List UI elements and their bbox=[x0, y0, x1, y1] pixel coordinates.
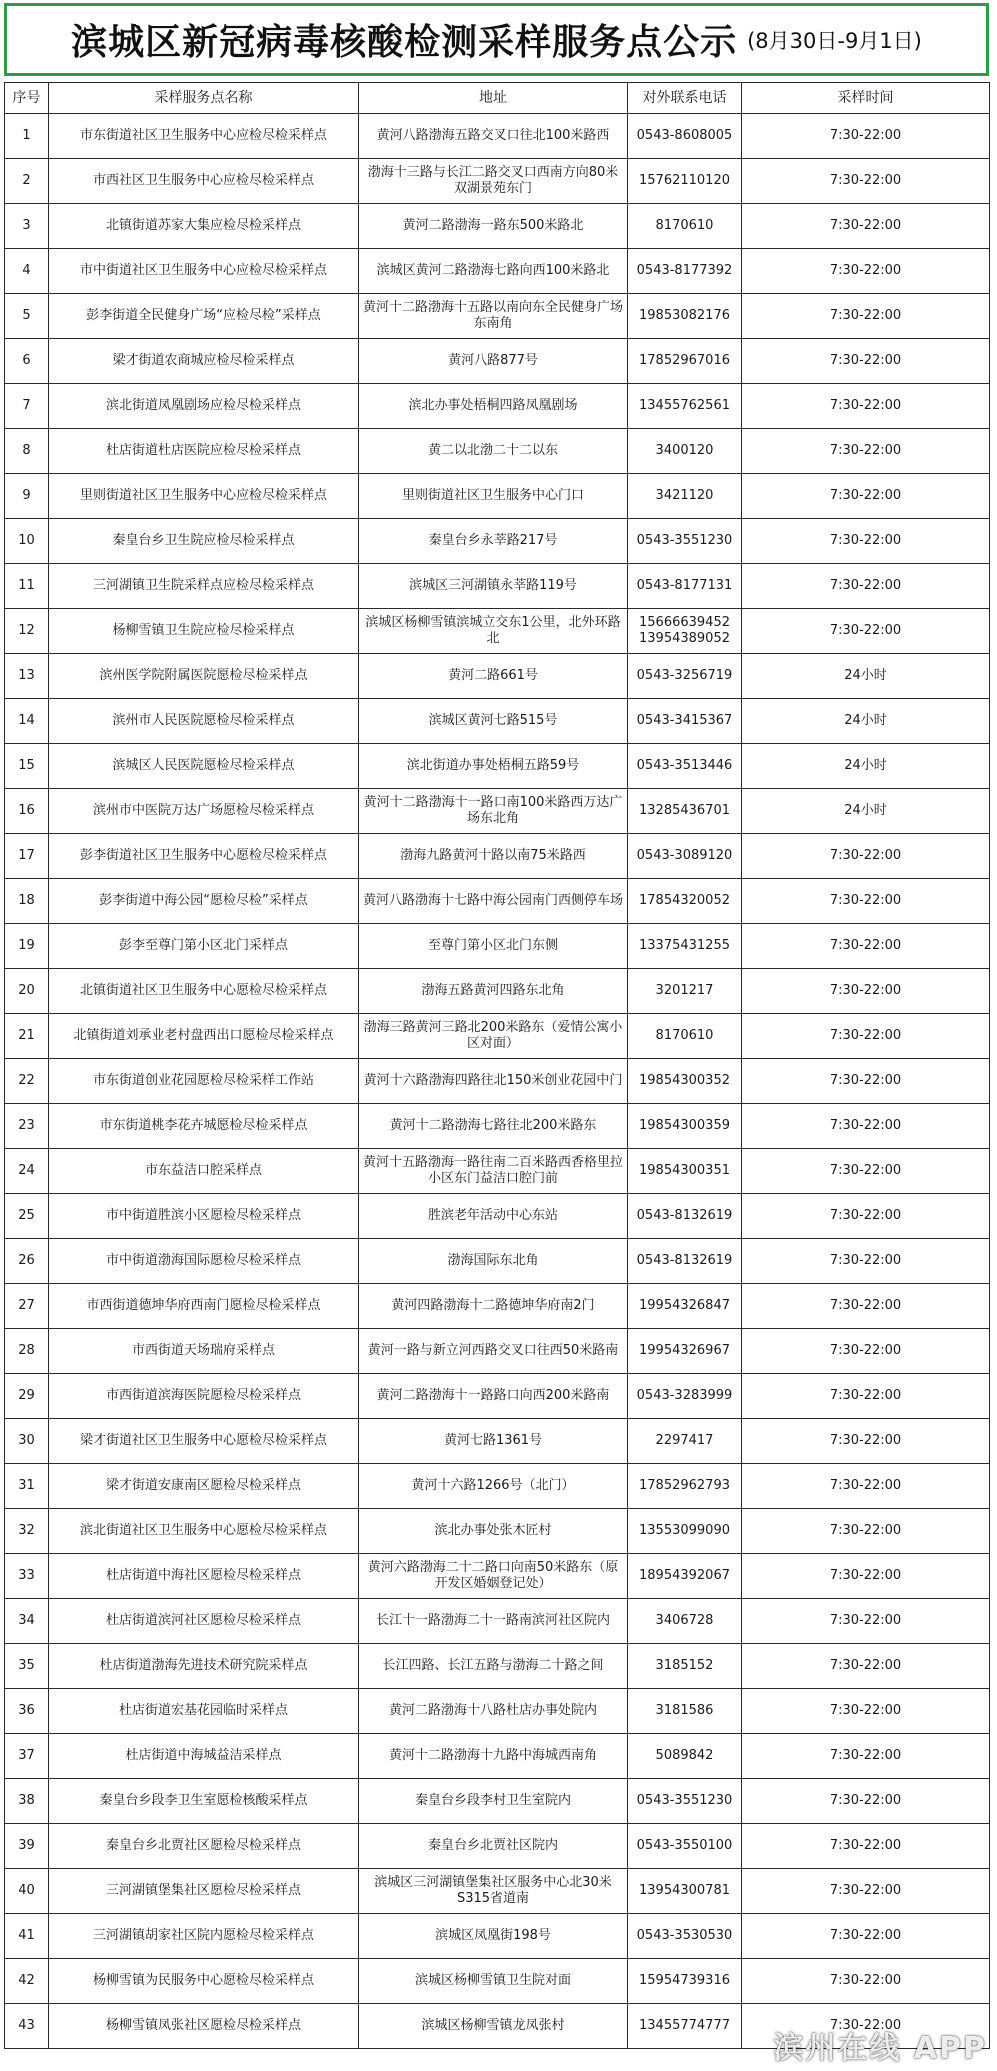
cell-time: 7:30-22:00 bbox=[742, 1554, 990, 1599]
cell-index: 10 bbox=[5, 519, 49, 564]
table-row bbox=[5, 519, 990, 564]
cell-time: 7:30-22:00 bbox=[742, 519, 990, 564]
table-row bbox=[5, 1239, 990, 1284]
table-row bbox=[5, 1194, 990, 1239]
cell-phone: 0543-3283999 bbox=[628, 1374, 742, 1419]
cell-site-name: 秦皇台乡卫生院应检尽检采样点 bbox=[49, 519, 359, 564]
cell-time: 7:30-22:00 bbox=[742, 834, 990, 879]
cell-index: 27 bbox=[5, 1284, 49, 1329]
cell-time: 7:30-22:00 bbox=[742, 429, 990, 474]
cell-index: 18 bbox=[5, 879, 49, 924]
table-row bbox=[5, 1014, 990, 1059]
cell-address: 滨城区杨柳雪镇龙凤张村 bbox=[359, 2004, 628, 2049]
cell-phone: 13285436701 bbox=[628, 789, 742, 834]
header-index: 序号 bbox=[5, 83, 49, 114]
cell-time: 7:30-22:00 bbox=[742, 1959, 990, 2004]
cell-index: 11 bbox=[5, 564, 49, 609]
cell-phone: 19954326847 bbox=[628, 1284, 742, 1329]
cell-phone: 0543-3551230 bbox=[628, 519, 742, 564]
cell-phone: 15666639452 13954389052 bbox=[628, 609, 742, 654]
cell-time: 7:30-22:00 bbox=[742, 1104, 990, 1149]
cell-index: 17 bbox=[5, 834, 49, 879]
cell-site-name: 彭李街道中海公园“愿检尽检”采样点 bbox=[49, 879, 359, 924]
cell-phone: 0543-8177131 bbox=[628, 564, 742, 609]
cell-site-name: 彭李街道全民健身广场“应检尽检”采样点 bbox=[49, 294, 359, 339]
cell-index: 14 bbox=[5, 699, 49, 744]
cell-time: 7:30-22:00 bbox=[742, 1149, 990, 1194]
cell-index: 34 bbox=[5, 1599, 49, 1644]
table-row bbox=[5, 474, 990, 519]
table-row bbox=[5, 294, 990, 339]
cell-time: 7:30-22:00 bbox=[742, 1284, 990, 1329]
table-row bbox=[5, 1869, 990, 1914]
cell-phone: 5089842 bbox=[628, 1734, 742, 1779]
cell-index: 5 bbox=[5, 294, 49, 339]
table-row bbox=[5, 204, 990, 249]
cell-site-name: 市西街道滨海医院愿检尽检采样点 bbox=[49, 1374, 359, 1419]
cell-phone: 0543-8132619 bbox=[628, 1239, 742, 1284]
cell-index: 25 bbox=[5, 1194, 49, 1239]
table-row bbox=[5, 969, 990, 1014]
table-row bbox=[5, 384, 990, 429]
cell-time: 7:30-22:00 bbox=[742, 1014, 990, 1059]
cell-index: 30 bbox=[5, 1419, 49, 1464]
cell-index: 15 bbox=[5, 744, 49, 789]
cell-site-name: 秦皇台乡段李卫生室愿检核酸采样点 bbox=[49, 1779, 359, 1824]
cell-index: 1 bbox=[5, 114, 49, 159]
sampling-sites-table bbox=[4, 82, 990, 2049]
cell-phone: 3421120 bbox=[628, 474, 742, 519]
cell-address: 黄河二路渤海十八路杜店办事处院内 bbox=[359, 1689, 628, 1734]
cell-time: 7:30-22:00 bbox=[742, 1464, 990, 1509]
cell-phone: 0543-3530530 bbox=[628, 1914, 742, 1959]
table-row bbox=[5, 339, 990, 384]
cell-site-name: 里则街道社区卫生服务中心应检尽检采样点 bbox=[49, 474, 359, 519]
cell-time: 7:30-22:00 bbox=[742, 1779, 990, 1824]
cell-index: 24 bbox=[5, 1149, 49, 1194]
cell-address: 秦皇台乡永莘路217号 bbox=[359, 519, 628, 564]
cell-phone: 17852967016 bbox=[628, 339, 742, 384]
cell-index: 31 bbox=[5, 1464, 49, 1509]
cell-time: 7:30-22:00 bbox=[742, 1239, 990, 1284]
cell-site-name: 滨城区人民医院愿检尽检采样点 bbox=[49, 744, 359, 789]
cell-address: 黄河十五路渤海一路往南二百米路西香格里拉小区东门益洁口腔门前 bbox=[359, 1149, 628, 1194]
cell-address: 长江四路、长江五路与渤海二十路之间 bbox=[359, 1644, 628, 1689]
cell-time: 7:30-22:00 bbox=[742, 1419, 990, 1464]
cell-phone: 3201217 bbox=[628, 969, 742, 1014]
table-row bbox=[5, 789, 990, 834]
cell-index: 35 bbox=[5, 1644, 49, 1689]
cell-phone: 19854300352 bbox=[628, 1059, 742, 1104]
cell-site-name: 梁才街道社区卫生服务中心愿检尽检采样点 bbox=[49, 1419, 359, 1464]
cell-site-name: 杜店街道中海社区愿检尽检采样点 bbox=[49, 1554, 359, 1599]
table-row bbox=[5, 1374, 990, 1419]
cell-index: 8 bbox=[5, 429, 49, 474]
cell-site-name: 滨北街道社区卫生服务中心愿检尽检采样点 bbox=[49, 1509, 359, 1554]
cell-address: 黄河八路渤海十七路中海公园南门西侧停车场 bbox=[359, 879, 628, 924]
cell-time: 7:30-22:00 bbox=[742, 1374, 990, 1419]
cell-site-name: 市东益洁口腔采样点 bbox=[49, 1149, 359, 1194]
cell-index: 3 bbox=[5, 204, 49, 249]
table-header-row bbox=[5, 83, 990, 114]
cell-address: 黄河八路渤海五路交叉口往北100米路西 bbox=[359, 114, 628, 159]
cell-time: 7:30-22:00 bbox=[742, 1644, 990, 1689]
cell-time: 7:30-22:00 bbox=[742, 879, 990, 924]
cell-site-name: 北镇街道苏家大集应检尽检采样点 bbox=[49, 204, 359, 249]
cell-address: 长江十一路渤海二十一路南滨河社区院内 bbox=[359, 1599, 628, 1644]
cell-phone: 0543-3256719 bbox=[628, 654, 742, 699]
cell-address: 黄河四路渤海十二路德坤华府南2门 bbox=[359, 1284, 628, 1329]
cell-time: 7:30-22:00 bbox=[742, 1329, 990, 1374]
table-row bbox=[5, 1149, 990, 1194]
header-time: 采样时间 bbox=[742, 83, 990, 114]
cell-index: 2 bbox=[5, 159, 49, 204]
cell-address: 黄河十二路渤海十九路中海城西南角 bbox=[359, 1734, 628, 1779]
table-row bbox=[5, 1959, 990, 2004]
cell-address: 滨城区杨柳雪镇卫生院对面 bbox=[359, 1959, 628, 2004]
cell-site-name: 市中街道渤海国际愿检尽检采样点 bbox=[49, 1239, 359, 1284]
cell-address: 滨城区黄河七路515号 bbox=[359, 699, 628, 744]
cell-phone: 17854320052 bbox=[628, 879, 742, 924]
cell-time: 7:30-22:00 bbox=[742, 474, 990, 519]
cell-phone: 13455762561 bbox=[628, 384, 742, 429]
table-row bbox=[5, 249, 990, 294]
cell-time: 24小时 bbox=[742, 699, 990, 744]
table-row bbox=[5, 1059, 990, 1104]
cell-time: 24小时 bbox=[742, 654, 990, 699]
cell-site-name: 市西街道天场瑞府采样点 bbox=[49, 1329, 359, 1374]
cell-time: 7:30-22:00 bbox=[742, 2004, 990, 2049]
cell-address: 渤海十三路与长江二路交叉口西南方向80米双湖景苑东门 bbox=[359, 159, 628, 204]
cell-phone: 13553099090 bbox=[628, 1509, 742, 1554]
cell-phone: 0543-3415367 bbox=[628, 699, 742, 744]
cell-address: 黄河二路661号 bbox=[359, 654, 628, 699]
cell-time: 7:30-22:00 bbox=[742, 564, 990, 609]
cell-time: 7:30-22:00 bbox=[742, 294, 990, 339]
table-row bbox=[5, 1599, 990, 1644]
cell-site-name: 北镇街道社区卫生服务中心愿检尽检采样点 bbox=[49, 969, 359, 1014]
cell-phone: 17852962793 bbox=[628, 1464, 742, 1509]
cell-index: 33 bbox=[5, 1554, 49, 1599]
table-row bbox=[5, 114, 990, 159]
cell-address: 黄河十二路渤海七路往北200米路东 bbox=[359, 1104, 628, 1149]
cell-site-name: 滨州医学院附属医院愿检尽检采样点 bbox=[49, 654, 359, 699]
cell-address: 滨北办事处梧桐四路凤凰剧场 bbox=[359, 384, 628, 429]
cell-address: 渤海五路黄河四路东北角 bbox=[359, 969, 628, 1014]
cell-phone: 0543-3513446 bbox=[628, 744, 742, 789]
table-row bbox=[5, 564, 990, 609]
cell-address: 黄河十六路渤海四路往北150米创业花园中门 bbox=[359, 1059, 628, 1104]
table-row bbox=[5, 1419, 990, 1464]
cell-index: 32 bbox=[5, 1509, 49, 1554]
cell-time: 7:30-22:00 bbox=[742, 204, 990, 249]
table-row bbox=[5, 1824, 990, 1869]
header-address: 地址 bbox=[359, 83, 628, 114]
cell-address: 胜滨老年活动中心东站 bbox=[359, 1194, 628, 1239]
table-row bbox=[5, 1689, 990, 1734]
cell-address: 黄二以北渤二十二以东 bbox=[359, 429, 628, 474]
table-row bbox=[5, 654, 990, 699]
cell-address: 滨北街道办事处梧桐五路59号 bbox=[359, 744, 628, 789]
cell-index: 13 bbox=[5, 654, 49, 699]
cell-site-name: 市中街道胜滨小区愿检尽检采样点 bbox=[49, 1194, 359, 1239]
cell-index: 38 bbox=[5, 1779, 49, 1824]
cell-time: 7:30-22:00 bbox=[742, 1824, 990, 1869]
cell-address: 黄河十六路1266号（北门） bbox=[359, 1464, 628, 1509]
cell-index: 40 bbox=[5, 1869, 49, 1914]
cell-site-name: 梁才街道农商城应检尽检采样点 bbox=[49, 339, 359, 384]
cell-time: 24小时 bbox=[742, 744, 990, 789]
cell-site-name: 市西街道德坤华府西南门愿检尽检采样点 bbox=[49, 1284, 359, 1329]
cell-site-name: 市东街道创业花园愿检尽检采样工作站 bbox=[49, 1059, 359, 1104]
cell-address: 黄河二路渤海一路东500米路北 bbox=[359, 204, 628, 249]
cell-index: 4 bbox=[5, 249, 49, 294]
cell-phone: 18954392067 bbox=[628, 1554, 742, 1599]
cell-time: 7:30-22:00 bbox=[742, 1689, 990, 1734]
cell-address: 滨城区凤凰街198号 bbox=[359, 1914, 628, 1959]
cell-address: 至尊门第小区北门东侧 bbox=[359, 924, 628, 969]
table-row bbox=[5, 924, 990, 969]
cell-address: 秦皇台乡段李村卫生室院内 bbox=[359, 1779, 628, 1824]
cell-address: 黄河十二路渤海十一路口南100米路西万达广场东北角 bbox=[359, 789, 628, 834]
cell-site-name: 市东街道桃李花卉城愿检尽检采样点 bbox=[49, 1104, 359, 1149]
cell-time: 7:30-22:00 bbox=[742, 249, 990, 294]
cell-phone: 0543-3551230 bbox=[628, 1779, 742, 1824]
cell-index: 16 bbox=[5, 789, 49, 834]
title-banner bbox=[4, 3, 989, 76]
cell-time: 7:30-22:00 bbox=[742, 1914, 990, 1959]
cell-time: 7:30-22:00 bbox=[742, 1509, 990, 1554]
cell-index: 37 bbox=[5, 1734, 49, 1779]
cell-phone: 0543-8177392 bbox=[628, 249, 742, 294]
table-row bbox=[5, 1779, 990, 1824]
cell-index: 6 bbox=[5, 339, 49, 384]
table-row bbox=[5, 834, 990, 879]
cell-address: 渤海三路黄河三路北200米路东（爱情公寓小区对面） bbox=[359, 1014, 628, 1059]
cell-phone: 19854300351 bbox=[628, 1149, 742, 1194]
table-row bbox=[5, 609, 990, 654]
header-phone: 对外联系电话 bbox=[628, 83, 742, 114]
cell-site-name: 市东街道社区卫生服务中心应检尽检采样点 bbox=[49, 114, 359, 159]
table-row bbox=[5, 879, 990, 924]
cell-site-name: 北镇街道刘承业老村盘西出口愿检尽检采样点 bbox=[49, 1014, 359, 1059]
table-row bbox=[5, 1644, 990, 1689]
cell-site-name: 秦皇台乡北贾社区愿检尽检采样点 bbox=[49, 1824, 359, 1869]
cell-index: 26 bbox=[5, 1239, 49, 1284]
cell-phone: 13375431255 bbox=[628, 924, 742, 969]
cell-index: 36 bbox=[5, 1689, 49, 1734]
cell-phone: 8170610 bbox=[628, 204, 742, 249]
table-row bbox=[5, 1329, 990, 1374]
cell-index: 29 bbox=[5, 1374, 49, 1419]
cell-phone: 19854300359 bbox=[628, 1104, 742, 1149]
app-watermark: 滨州在线 APP bbox=[773, 2031, 987, 2066]
cell-time: 24小时 bbox=[742, 789, 990, 834]
cell-index: 23 bbox=[5, 1104, 49, 1149]
cell-site-name: 滨北街道凤凰剧场应检尽检采样点 bbox=[49, 384, 359, 429]
cell-site-name: 杜店街道杜店医院应检尽检采样点 bbox=[49, 429, 359, 474]
cell-time: 7:30-22:00 bbox=[742, 114, 990, 159]
table-row bbox=[5, 159, 990, 204]
cell-site-name: 三河湖镇堡集社区愿检尽检采样点 bbox=[49, 1869, 359, 1914]
cell-phone: 3181586 bbox=[628, 1689, 742, 1734]
cell-phone: 19853082176 bbox=[628, 294, 742, 339]
cell-index: 22 bbox=[5, 1059, 49, 1104]
cell-address: 黄河六路渤海二十二路口向南50米路东（原开发区婚姻登记处） bbox=[359, 1554, 628, 1599]
cell-address: 黄河一路与新立河西路交叉口往西50米路南 bbox=[359, 1329, 628, 1374]
cell-address: 滨北办事处张木匠村 bbox=[359, 1509, 628, 1554]
cell-address: 滨城区三河湖镇永莘路119号 bbox=[359, 564, 628, 609]
cell-site-name: 滨州市中医院万达广场愿检尽检采样点 bbox=[49, 789, 359, 834]
cell-phone: 0543-3089120 bbox=[628, 834, 742, 879]
cell-address: 渤海九路黄河十路以南75米路西 bbox=[359, 834, 628, 879]
cell-site-name: 杜店街道宏基花园临时采样点 bbox=[49, 1689, 359, 1734]
cell-time: 7:30-22:00 bbox=[742, 1599, 990, 1644]
cell-phone: 2297417 bbox=[628, 1419, 742, 1464]
cell-time: 7:30-22:00 bbox=[742, 924, 990, 969]
cell-site-name: 三河湖镇卫生院采样点应检尽检采样点 bbox=[49, 564, 359, 609]
table-row bbox=[5, 744, 990, 789]
cell-address: 滨城区黄河二路渤海七路向西100米路北 bbox=[359, 249, 628, 294]
table-row bbox=[5, 1554, 990, 1599]
cell-time: 7:30-22:00 bbox=[742, 159, 990, 204]
cell-site-name: 市中街道社区卫生服务中心应检尽检采样点 bbox=[49, 249, 359, 294]
cell-time: 7:30-22:00 bbox=[742, 969, 990, 1014]
cell-index: 42 bbox=[5, 1959, 49, 2004]
cell-time: 7:30-22:00 bbox=[742, 1194, 990, 1239]
cell-site-name: 彭李至尊门第小区北门采样点 bbox=[49, 924, 359, 969]
cell-site-name: 彭李街道社区卫生服务中心愿检尽检采样点 bbox=[49, 834, 359, 879]
cell-index: 19 bbox=[5, 924, 49, 969]
cell-index: 12 bbox=[5, 609, 49, 654]
cell-time: 7:30-22:00 bbox=[742, 1734, 990, 1779]
cell-address: 黄河二路渤海十一路路口向西200米路南 bbox=[359, 1374, 628, 1419]
table-row bbox=[5, 1104, 990, 1149]
cell-address: 秦皇台乡北贾社区院内 bbox=[359, 1824, 628, 1869]
cell-phone: 0543-3550100 bbox=[628, 1824, 742, 1869]
cell-time: 7:30-22:00 bbox=[742, 609, 990, 654]
cell-site-name: 杨柳雪镇为民服务中心愿检尽检采样点 bbox=[49, 1959, 359, 2004]
cell-phone: 15762110120 bbox=[628, 159, 742, 204]
table-row bbox=[5, 1284, 990, 1329]
cell-site-name: 杨柳雪镇凤张社区愿检尽检采样点 bbox=[49, 2004, 359, 2049]
cell-phone: 3400120 bbox=[628, 429, 742, 474]
cell-address: 黄河八路877号 bbox=[359, 339, 628, 384]
table-row bbox=[5, 1734, 990, 1779]
cell-address: 滨城区杨柳雪镇滨城立交东1公里，北外环路北 bbox=[359, 609, 628, 654]
cell-phone: 0543-8132619 bbox=[628, 1194, 742, 1239]
cell-site-name: 杨柳雪镇卫生院应检尽检采样点 bbox=[49, 609, 359, 654]
cell-time: 7:30-22:00 bbox=[742, 339, 990, 384]
table-row bbox=[5, 699, 990, 744]
cell-phone: 13455774777 bbox=[628, 2004, 742, 2049]
cell-site-name: 杜店街道中海城益洁采样点 bbox=[49, 1734, 359, 1779]
cell-time: 7:30-22:00 bbox=[742, 1869, 990, 1914]
cell-phone: 19954326967 bbox=[628, 1329, 742, 1374]
cell-index: 9 bbox=[5, 474, 49, 519]
cell-index: 39 bbox=[5, 1824, 49, 1869]
cell-time: 7:30-22:00 bbox=[742, 384, 990, 429]
cell-address: 里则街道社区卫生服务中心门口 bbox=[359, 474, 628, 519]
cell-index: 41 bbox=[5, 1914, 49, 1959]
table-row bbox=[5, 1914, 990, 1959]
cell-index: 43 bbox=[5, 2004, 49, 2049]
header-site-name: 采样服务点名称 bbox=[49, 83, 359, 114]
table-row bbox=[5, 1464, 990, 1509]
date-range: (8月30日-9月1日) bbox=[747, 28, 922, 53]
cell-index: 7 bbox=[5, 384, 49, 429]
page-title: 滨城区新冠病毒核酸检测采样服务点公示 bbox=[71, 22, 738, 63]
cell-site-name: 梁才街道安康南区愿检尽检采样点 bbox=[49, 1464, 359, 1509]
cell-phone: 13954300781 bbox=[628, 1869, 742, 1914]
cell-site-name: 滨州市人民医院愿检尽检采样点 bbox=[49, 699, 359, 744]
cell-phone: 3406728 bbox=[628, 1599, 742, 1644]
cell-time: 7:30-22:00 bbox=[742, 1059, 990, 1104]
table-body bbox=[5, 114, 990, 2049]
cell-phone: 0543-8608005 bbox=[628, 114, 742, 159]
cell-phone: 8170610 bbox=[628, 1014, 742, 1059]
cell-site-name: 市西社区卫生服务中心应检尽检采样点 bbox=[49, 159, 359, 204]
cell-site-name: 杜店街道渤海先进技术研究院采样点 bbox=[49, 1644, 359, 1689]
cell-address: 滨城区三河湖镇堡集社区服务中心北30米S315省道南 bbox=[359, 1869, 628, 1914]
cell-index: 20 bbox=[5, 969, 49, 1014]
cell-index: 28 bbox=[5, 1329, 49, 1374]
cell-site-name: 三河湖镇胡家社区院内愿检尽检采样点 bbox=[49, 1914, 359, 1959]
cell-address: 黄河十二路渤海十五路以南向东全民健身广场东南角 bbox=[359, 294, 628, 339]
cell-site-name: 杜店街道滨河社区愿检尽检采样点 bbox=[49, 1599, 359, 1644]
cell-phone: 15954739316 bbox=[628, 1959, 742, 2004]
cell-address: 黄河七路1361号 bbox=[359, 1419, 628, 1464]
cell-index: 21 bbox=[5, 1014, 49, 1059]
cell-phone: 3185152 bbox=[628, 1644, 742, 1689]
table-row bbox=[5, 429, 990, 474]
table-row bbox=[5, 1509, 990, 1554]
cell-address: 渤海国际东北角 bbox=[359, 1239, 628, 1284]
